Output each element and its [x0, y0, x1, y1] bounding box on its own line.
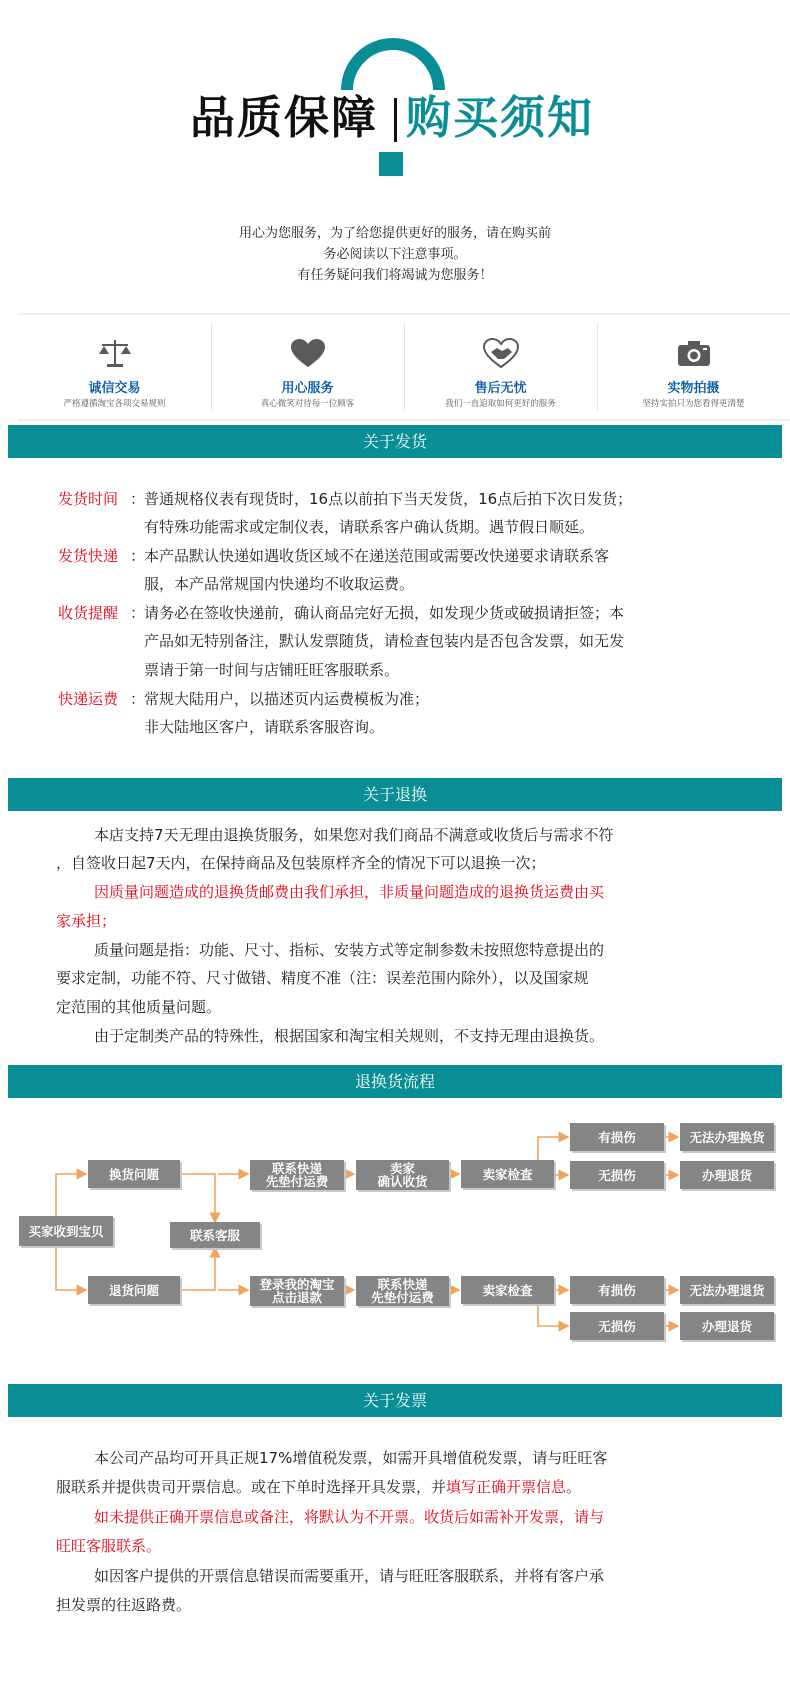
invoice-line: 担发票的往返路费。 [56, 1596, 192, 1614]
invoice-warning-line: 旺旺客服联系。 [56, 1537, 162, 1555]
scale-icon [96, 337, 134, 369]
heart-icon [289, 337, 327, 369]
invoice-warning-line: 如未提供正确开票信息或备注，将默认为不开票。收货后如需补开发票，请与 [94, 1508, 605, 1526]
shipping-time-label: 发货时间 [58, 490, 119, 508]
flow-node-bottom-refund: 办理退货 [680, 1312, 774, 1340]
section-title-invoice: 关于发票 [8, 1384, 782, 1417]
intro-line-1: 用心为您服务，为了给您提供更好的服务，请在购买前 [238, 226, 551, 241]
flow-node-top-no-exchange: 无法办理换货 [680, 1123, 774, 1151]
flow-node-exchange: 换货问题 [88, 1160, 180, 1188]
shipping-courier-line: 服，本产品常规国内快递均不收取运费。 [144, 575, 415, 593]
returns-custom-line: 由于定制类产品的特殊性，根据国家和淘宝相关规则，不支持无理由退换货。 [94, 1027, 605, 1045]
shipping-receipt-line: 请务必在签收快递前，确认商品完好无损，如发现少货或破损请拒签；本 [144, 604, 625, 622]
handshake-icon [482, 337, 520, 369]
flow-node-bottom-no-return: 无法办理退货 [680, 1276, 774, 1304]
returns-quality-line: 质量问题是指：功能、尺寸、指标、安装方式等定制参数未按照您特意提出的 [94, 941, 605, 959]
section-title-returns: 关于退换 [8, 778, 782, 811]
shipping-courier-line: 本产品默认快递如遇收货区域不在递送范围或需要改快递要求请联系客 [144, 547, 610, 565]
feature-row [18, 313, 790, 421]
intro-line-2: 务必阅读以下注意事项。 [323, 247, 467, 262]
camera-icon [675, 337, 713, 369]
feature-subtitle: 真心微笑对待每一位顾客 [260, 399, 355, 409]
flow-node-top-damaged: 有损伤 [570, 1123, 664, 1151]
feature-integrity [18, 315, 211, 419]
feature-subtitle: 我们一直追取如何更好的服务 [445, 399, 556, 409]
shipping-courier-label: 发货快递 [58, 547, 119, 565]
flow-node-line: 先垫付运费 [265, 1174, 329, 1189]
returns-paragraph-line: ，自签收日起7天内，在保持商品及包装原样齐全的情况下可以退换一次； [56, 854, 546, 872]
flow-node-line: 点击退款 [271, 1290, 322, 1305]
flow-node-top-undamaged: 无损伤 [570, 1161, 664, 1189]
feature-subtitle: 坚持实拍只为您看得更清楚 [642, 399, 745, 409]
invoice-line: 本公司产品均可开具正规17%增值税发票，如需开具增值税发票，请与旺旺客 [94, 1449, 608, 1467]
shipping-time-line: 普通规格仪表有现货时，16点以前拍下当天发货，16点后拍下次日发货； [144, 490, 633, 508]
feature-title: 诚信交易 [88, 381, 141, 396]
header-title-quality: 品质保障 [190, 91, 379, 144]
flow-node-top-courier [250, 1160, 344, 1190]
invoice-line [56, 1476, 581, 1497]
shipping-receipt-line: 产品如无特别备注，默认发票随货，请检查包装内是否包含发票，如无发 [144, 632, 625, 650]
invoice-line: 如因客户提供的开票信息错误而需要重开，请与旺旺客服联系，并将有客户承 [94, 1567, 605, 1585]
shipping-fee-label: 快递运费 [58, 690, 119, 708]
flow-node-line: 确认收货 [377, 1174, 428, 1189]
header-divider [394, 98, 397, 142]
returns-quality-line: 定范围的其他质量问题。 [56, 998, 222, 1016]
flow-node-bottom-login [250, 1276, 344, 1306]
flow-node-bottom-inspect: 卖家检查 [461, 1276, 554, 1304]
feature-aftersales [404, 315, 597, 419]
invoice-line-text: 。 [566, 1478, 582, 1496]
flow-node-top-refund: 办理退货 [680, 1161, 774, 1189]
feature-title: 实物拍摄 [667, 381, 720, 396]
flow-node-contact-service: 联系客服 [170, 1222, 260, 1248]
feature-service [211, 315, 404, 419]
header-square-decoration [379, 152, 403, 176]
returns-shipping-cost-line: 因质量问题造成的退换货邮费由我们承担，非质量问题造成的退换货运费由买 [94, 883, 605, 901]
returns-shipping-cost-line: 家承担； [56, 912, 117, 930]
feature-title: 售后无忧 [474, 381, 527, 396]
flow-node-bottom-courier [356, 1276, 449, 1306]
flow-node-return: 退货问题 [88, 1276, 180, 1304]
shipping-receipt-label: 收货提醒 [58, 604, 119, 622]
flow-node-bottom-damaged: 有损伤 [570, 1276, 664, 1304]
flow-node-top-confirm [356, 1160, 449, 1190]
flow-node-bottom-undamaged: 无损伤 [570, 1312, 664, 1340]
flow-node-top-inspect: 卖家检查 [461, 1160, 554, 1188]
flow-node-line: 卖家 [389, 1161, 415, 1176]
section-title-shipping: 关于发货 [8, 425, 782, 458]
shipping-fee-line: 非大陆地区客户，请联系客服咨询。 [144, 718, 385, 736]
header-title-notice: 购买须知 [406, 91, 595, 144]
flow-arrows [0, 1112, 790, 1358]
returns-paragraph-line: 本店支持7天无理由退换货服务，如果您对我们商品不满意或收货后与需求不符 [94, 826, 614, 844]
shipping-colon: ： [130, 547, 146, 565]
shipping-time-line: 有特殊功能需求或定制仪表，请联系客户确认货期。遇节假日顺延。 [144, 518, 595, 536]
flow-node-start: 买家收到宝贝 [19, 1216, 113, 1246]
intro-line-3: 有任务疑问我们将竭诚为您服务！ [297, 268, 493, 283]
header-arch-decoration [341, 32, 445, 90]
invoice-line-highlight: 填写正确开票信息 [446, 1478, 567, 1496]
flow-node-line: 先垫付运费 [371, 1290, 434, 1305]
shipping-colon: ： [130, 604, 146, 622]
shipping-colon: ： [130, 490, 146, 508]
feature-photo [597, 315, 790, 419]
flow-node-line: 登录我的淘宝 [259, 1277, 335, 1292]
section-title-flow: 退换货流程 [8, 1065, 782, 1098]
flow-node-line: 联系快递 [271, 1161, 322, 1176]
feature-subtitle: 严格遵循淘宝各项交易规则 [63, 399, 166, 409]
shipping-receipt-line: 票请于第一时间与店铺旺旺客服联系。 [144, 661, 400, 679]
flow-node-line: 联系快递 [377, 1277, 428, 1292]
invoice-line-text: 服联系并提供贵司开票信息。或在下单时选择开具发票，并 [56, 1478, 447, 1496]
shipping-colon: ： [130, 690, 146, 708]
shipping-fee-line: 常规大陆用户，以描述页内运费模板为准； [144, 690, 430, 708]
feature-title: 用心服务 [281, 381, 334, 396]
returns-quality-line: 要求定制，功能不符、尺寸做错、精度不准（注：误差范围内除外），以及国家规 [56, 969, 589, 987]
return-exchange-flowchart [0, 1112, 790, 1358]
